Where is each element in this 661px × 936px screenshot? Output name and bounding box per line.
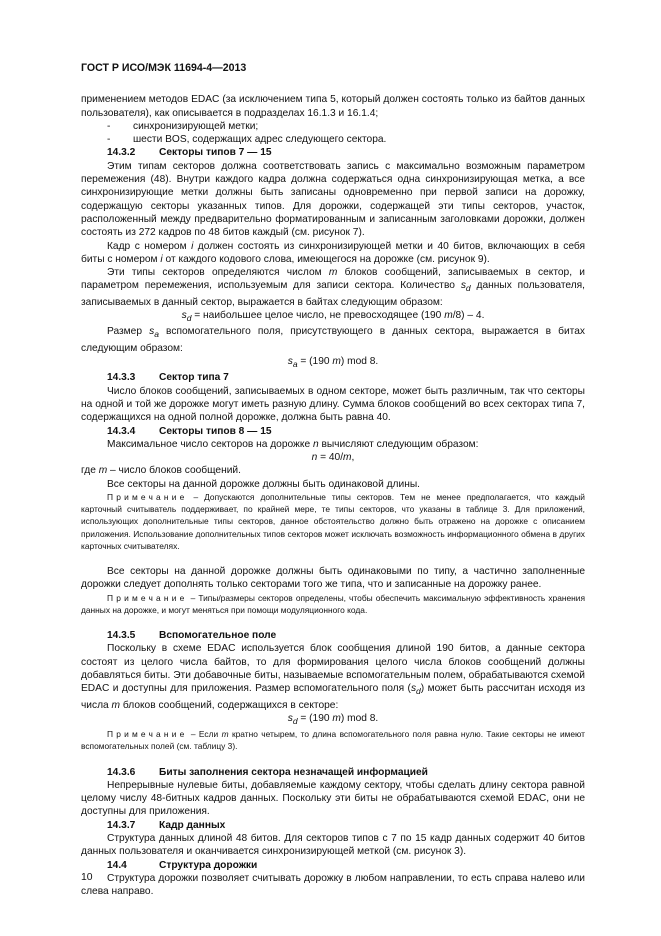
list-item: - шести BOS, содержащих адрес следующего сектора. [107,134,387,146]
section-heading-14-4: 14.4 Структура дорожки [107,859,258,871]
paragraph: Эти типы секторов определяются числом m блоков сообщений, записываемых в сектор, и параметром перемежения, используемым для записи сектора. Количество $s_d$ данных пользователя, записываемых в данный сектор, выражается в байтах следующим образом: [81,267,585,308]
paragraph: Структура дорожки позволяет считывать дорожку в любом направлении, то есть справа налево или слева направо. [81,872,585,898]
section-heading-14-3-4: 14.3.4 Секторы типов 8 — 15 [107,425,272,437]
note: Примечание – Типы/размеры секторов определены, чтобы обеспечить максимальную эффективность хранения данных на дорожке, и могут меняться при помощи модуляционного кода. [81,592,585,615]
paragraph: Поскольку в схеме EDAC используется блок сообщения длиной 190 битов, а данные сектора состоят из целого числа байтов, то для формирования целого числа блоков сообщений должны добавляться биты. Эти добавочные биты, называемые вспомогательным полем, обрабатываются схемой EDAC и доступны для приложения. Размер вспомогательного поля $(s_d)$ может быть рассчитан исходя из числа m блоков сообщений, содержащихся в секторе: [81,643,586,711]
paragraph: Все секторы на данной дорожке должны быть одинаковой длины. [107,478,420,490]
document-page [81,62,585,899]
paragraph: Структура данных длиной 48 битов. Для секторов типов с 7 по 15 кадр данных содержит 40 битов данных пользователя и оканчивается синхронизирующей меткой (см. рисунок 3). [81,833,585,858]
paragraph: Этим типам секторов должна соответствовать запись с максимально возможным параметром перемежения (48). Внутри каждого кадра должна содержаться одна синхронизирующая метка, а все синхронизирующие метки должны быть записаны одновременно при первой записи на дорожку, содержащую секторы указанных типов. Для дорожки, содержащей эти типы секторов, участок, расположенный между предварительно форматированным и записанным заголовками дорожки, должен состоять из 272 кадров по 48 битов каждый (см. рисунок 7). [81,160,585,239]
page-number: 10 [81,872,93,883]
section-heading-14-3-7: 14.3.7 Кадр данных [107,819,226,831]
paragraph: где m – число блоков сообщений. [81,465,241,477]
paragraph: Максимальное число секторов на дорожке n вычисляют следующим образом: [107,438,479,450]
intro-paragraph: применением методов EDAC (за исключением типа 5, который должен состоять только из байтов данных пользователя), как описывается в подразделах 16.1.3 и 16.1.4; [81,94,585,119]
section-heading-14-3-6: 14.3.6 Биты заполнения сектора незначащей информацией [107,766,428,778]
section-heading-14-3-3: 14.3.3 Сектор типа 7 [107,372,229,384]
paragraph: Кадр с номером i должен состоять из синхронизирующей метки и 40 битов, включающих в себя биты с номером i от каждого кодового слова, имеющегося на дорожке (см. рисунок 9). [81,240,586,265]
formula: $s_a = (190$ m) mod 8. [287,356,379,370]
section-heading-14-3-2: 14.3.2 Секторы типов 7 — 15 [107,147,272,159]
formula: $s_d = (190$ m) mod 8. [287,712,379,726]
formula: n = 40/m, [311,452,355,464]
paragraph: Непрерывные нулевые биты, добавляемые каждому сектору, чтобы сделать длину сектора равной целому числу 48-битных кадров данных. Поскольку эти биты не обрабатываются схемой EDAC, они не доступны для приложения. [81,779,585,818]
note: Примечание – Если m кратно четырем, то длина вспомогательного поля равна нулю. Такие секторы не имеют вспомогательных полей (см. таблицу 3). [81,729,585,752]
formula: $s_d$ = наибольшее целое число, не превосходящее (190 m/8) – 4. [181,310,485,324]
paragraph: Размер $s_a$ вспомогательного поля, присутствующего в данных сектора, выражается в битах следующим образом: [81,326,585,354]
paragraph: Все секторы на данной дорожке должны быть одинаковыми по типу, а частично заполненные дорожки следует дополнять только секторами того же типа, что и записанные на дорожку ранее. [81,566,585,591]
list-item: - синхронизирующей метки; [107,120,259,132]
document-header: ГОСТ Р ИСО/МЭК 11694-4—2013 [81,62,247,74]
note: Примечание – Допускаются дополнительные типы секторов. Тем не менее предполагается, что каждый карточный считыватель поддерживает, по крайней мере, те типы секторов, что указаны в таблице 3. Для приложений, использующих дополнительные типы секторов, данное обстоятельство должно быть отражено на дорожке с описанием приложения. Использование дополнительных типов секторов может исключать возможность информационного обмена в других карточных считывателях. [81,492,585,551]
paragraph: Число блоков сообщений, записываемых в одном секторе, может быть различным, так что секторы на одной и той же дорожке могут иметь разную длину. Сумма блоков сообщений во всех секторах типа 7, содержащихся на одной полной дорожке, должна быть равна 40. [81,385,585,424]
section-heading-14-3-5: 14.3.5 Вспомогательное поле [107,630,277,642]
